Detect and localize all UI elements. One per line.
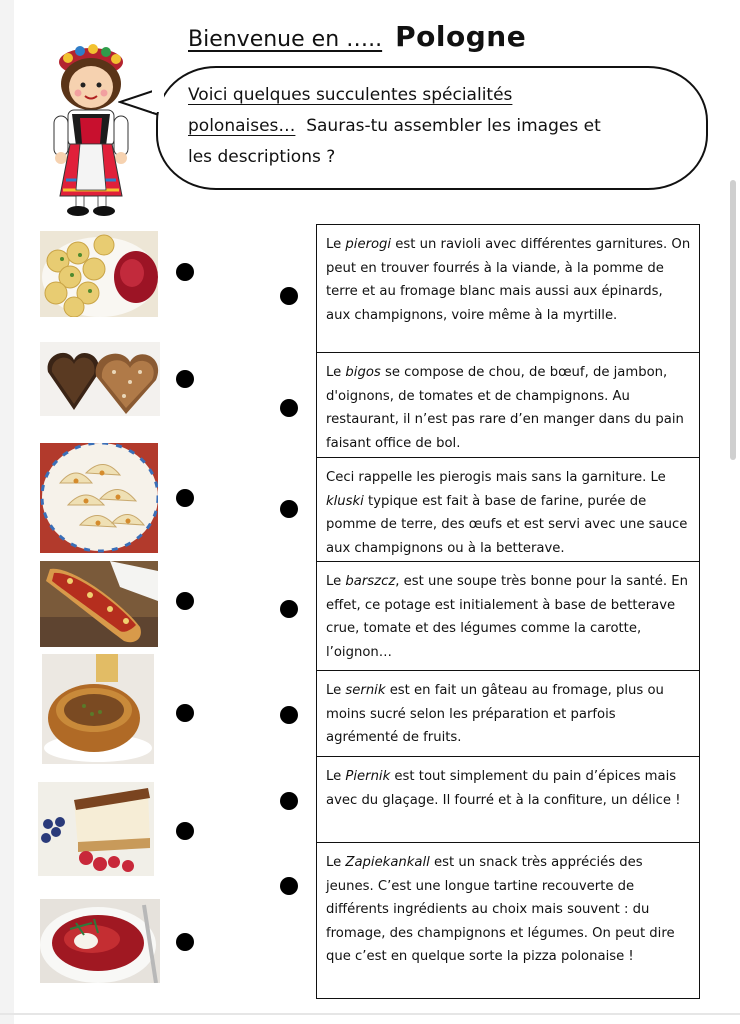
description-box-2 [316,352,700,459]
right-match-dot-1[interactable] [280,287,298,305]
right-match-dot-3[interactable] [280,500,298,518]
description-3-pre: Ceci rappelle les pierogis mais sans la garniture. Le [326,470,666,485]
description-1-pre: Le [326,237,346,252]
description-3-post: typique est fait à base de farine, purée de pomme de terre, des œufs et est servi avec une sauce aux champignons ou à la betterave. [326,493,688,556]
description-1-dish: pierogi [345,237,392,252]
right-match-dot-5[interactable] [280,706,298,724]
left-match-dot-5[interactable] [176,704,194,722]
bubble-text [188,80,688,173]
bubble-line-2-underlined: polonaises… [188,116,296,136]
description-3-dish: kluski [326,493,364,509]
description-7-pre: Le [326,855,346,870]
description-box-4 [316,561,700,672]
right-match-dot-6[interactable] [280,792,298,810]
description-5-post: est en fait un gâteau au fromage, plus ou moins sucré selon les préparation et parfois agrémenté de fruits. [326,683,664,746]
description-2-pre: Le [326,365,346,380]
description-1-post: est un ravioli avec différentes garnitures. On peut en trouver fourrés à la viande, à la pomme de terre et au fromage blanc mais aussi aux épinards, aux champignons, voire même à la myrtille. [326,237,691,323]
description-7-dish: Zapiekankall [345,855,430,870]
page-title [188,20,526,53]
zapiekanka-baguette-photo [40,561,158,647]
page-margin [0,0,14,1024]
bubble-line-1: Voici quelques succulentes spécialités [188,85,513,105]
description-box-1 [316,224,700,354]
right-match-dot-7[interactable] [280,877,298,895]
scrollbar[interactable] [730,180,736,460]
description-box-5 [316,670,700,758]
description-5-pre: Le [326,683,346,698]
polish-girl-icon [46,40,136,218]
title-lead: Bienvenue en ….. [188,27,383,52]
description-2-post: se compose de chou, de bœuf, de jambon, d'oignons, de tomates et de champignons. Au restaurant, il n’est pas rare d’en manger dans du pain faisant office de bol. [326,365,684,451]
description-box-3 [316,457,700,563]
left-match-dot-2[interactable] [176,370,194,388]
description-4-dish: barszcz [345,574,396,589]
description-5-dish: sernik [345,683,386,698]
bubble-line-2-rest: Sauras-tu assembler les images et [306,116,601,136]
description-6-pre: Le [326,769,346,784]
left-match-dot-1[interactable] [176,263,194,281]
left-match-dot-4[interactable] [176,592,194,610]
bread-bowl-soup-photo [42,654,154,764]
description-7-post: est un snack très appréciés des jeunes. C’est une longue tartine recouverte de différents ingrédients au choix mais souvent : du fromage, des champignons et légumes. On peut dire que c’est en quelque sorte la pizza polonaise ! [326,855,675,965]
title-country: Pologne [395,20,527,53]
description-6-dish: Piernik [345,769,391,784]
left-match-dot-6[interactable] [176,822,194,840]
description-box-7 [316,842,700,999]
pierogi-with-beetroot-photo [40,231,158,317]
barszcz-soup-photo [40,899,160,983]
left-match-dot-3[interactable] [176,489,194,507]
right-match-dot-4[interactable] [280,600,298,618]
page-bottom-edge [0,1013,740,1015]
dumplings-plate-photo [40,443,158,553]
description-2-dish: bigos [345,365,381,380]
right-match-dot-2[interactable] [280,399,298,417]
bubble-line-3: les descriptions ? [188,147,336,167]
bubble-tail-cover [152,86,164,112]
description-4-post: , est une soupe très bonne pour la santé. En effet, ce potage est initialement à base de betterave crue, tomate et des légumes comme la carotte, l’oignon… [326,574,688,660]
left-match-dot-7[interactable] [176,933,194,951]
description-box-6 [316,756,700,844]
description-4-pre: Le [326,574,346,589]
cheesecake-berries-photo [38,782,154,876]
heart-gingerbread-photo [40,342,160,416]
description-6-post: est tout simplement du pain d’épices mais avec du glaçage. Il fourré et à la confiture, un délice ! [326,769,681,808]
